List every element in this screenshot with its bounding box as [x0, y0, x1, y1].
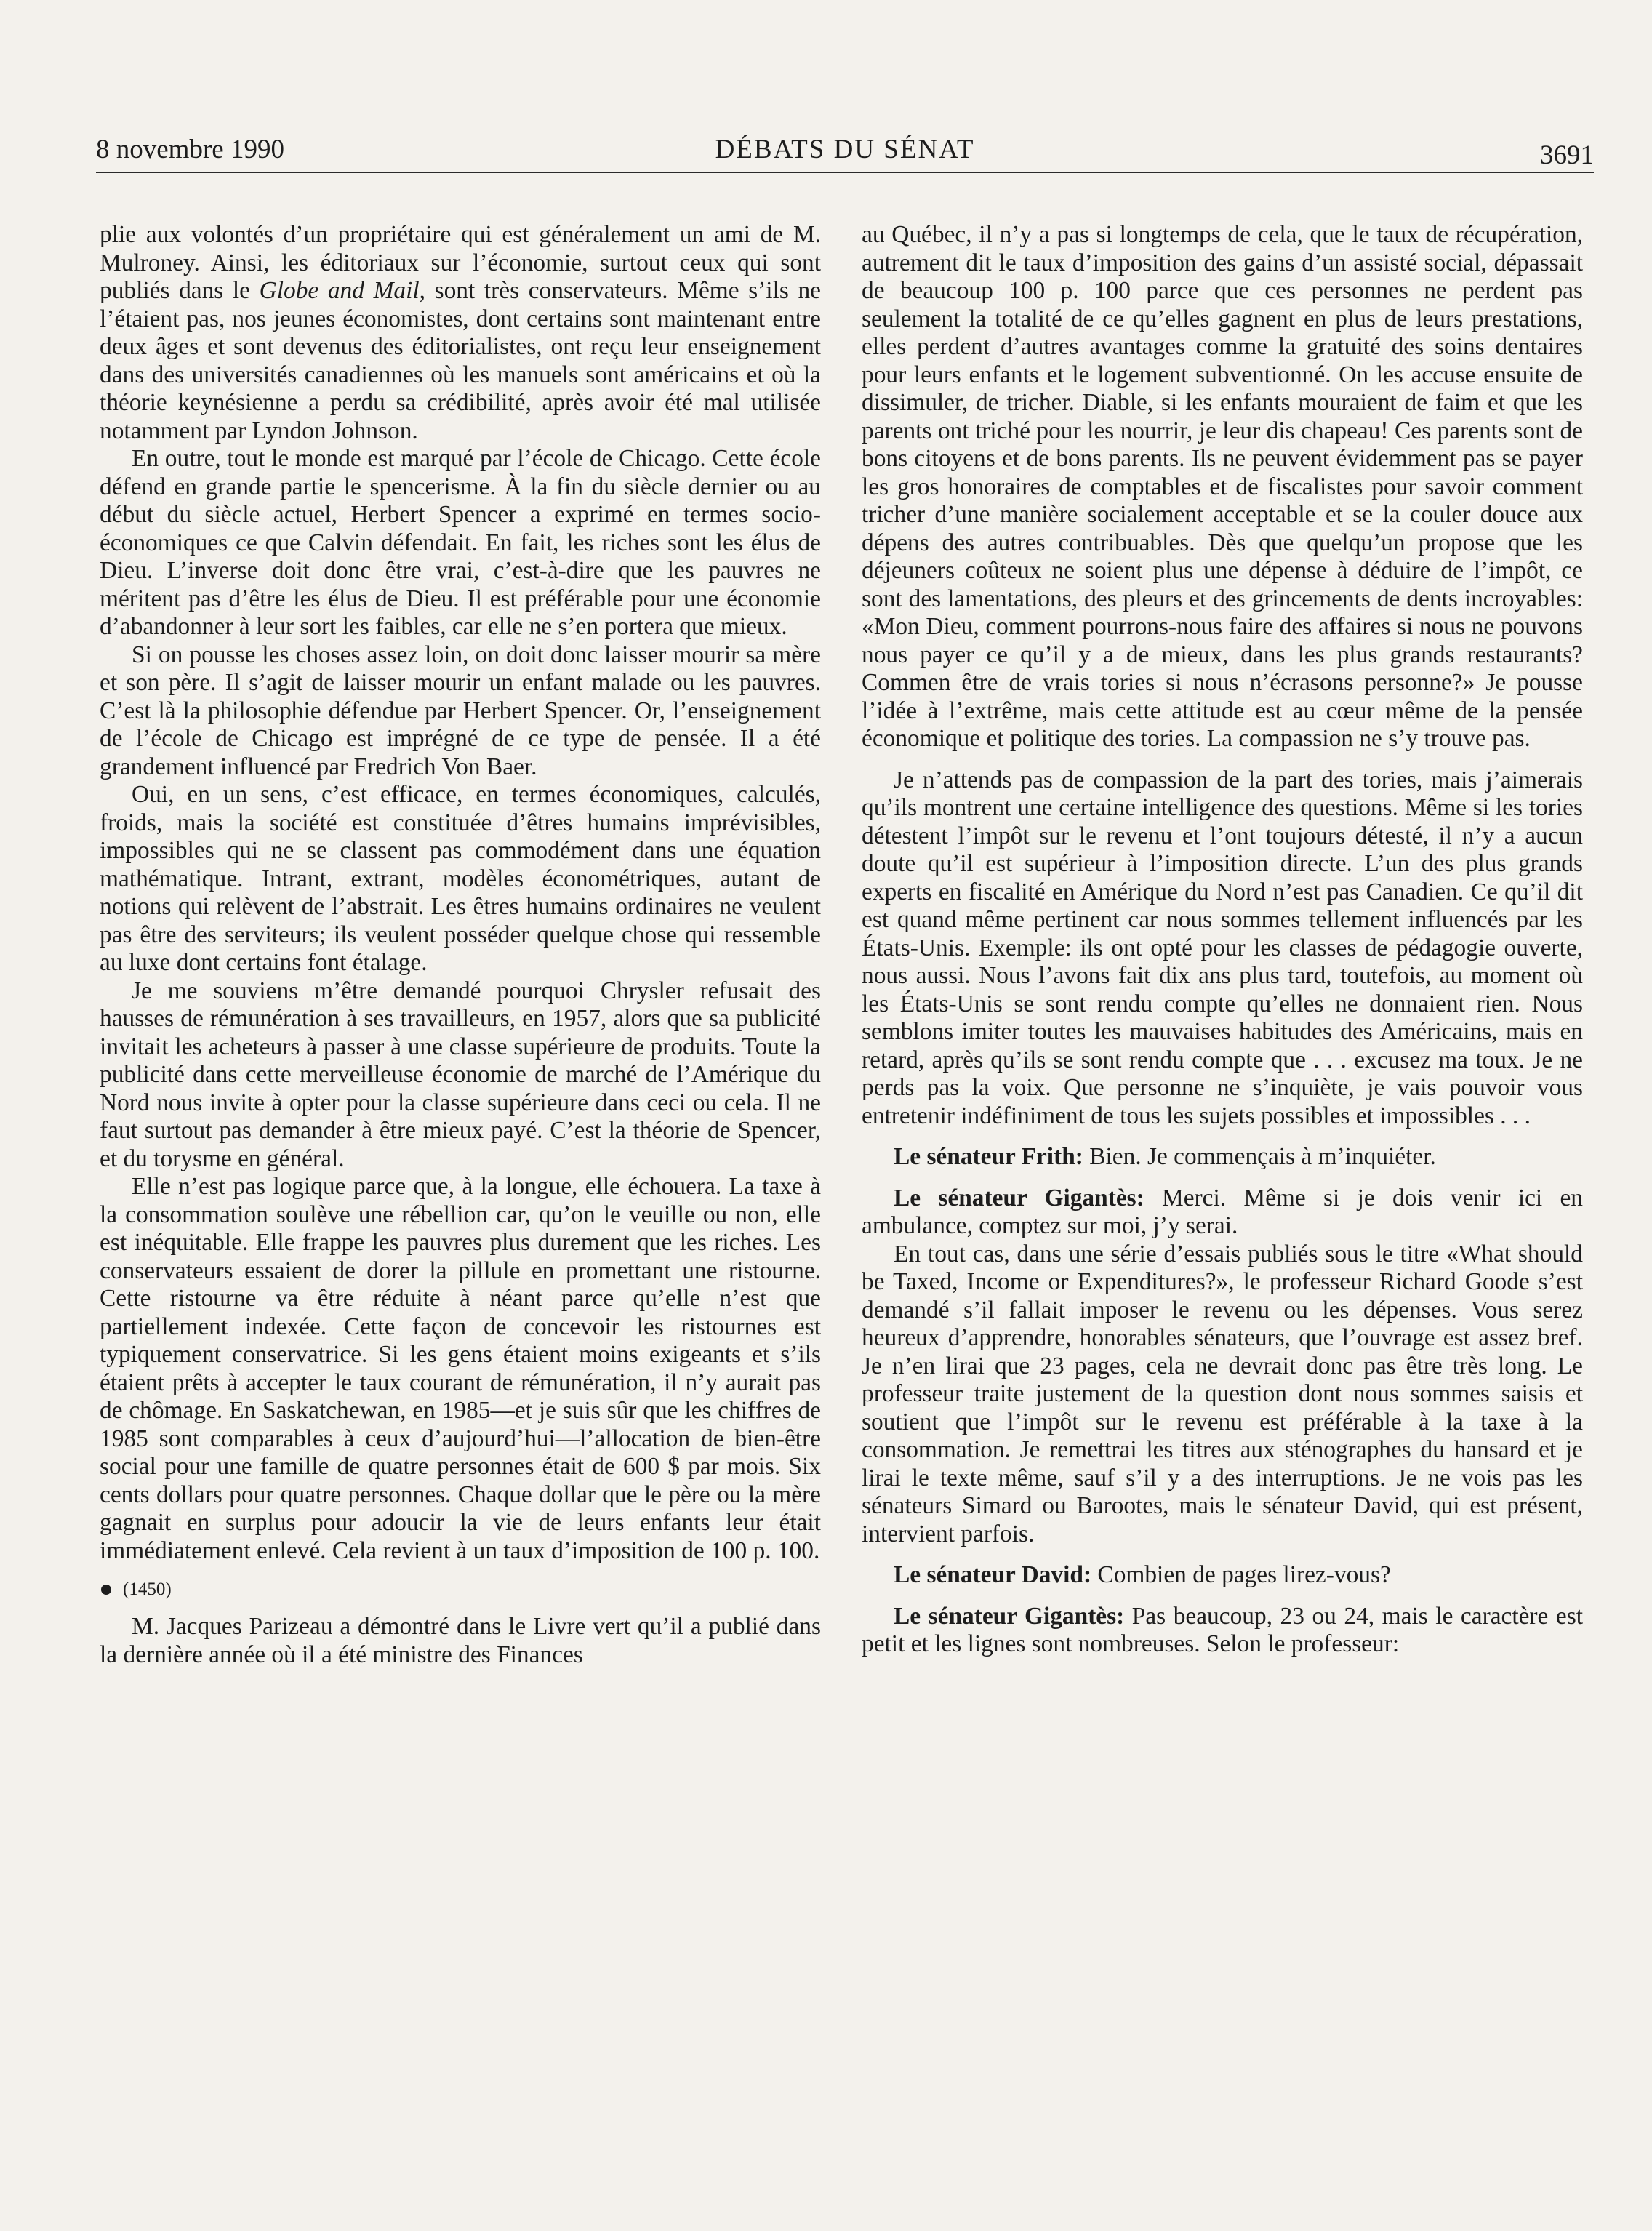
left-column [100, 221, 821, 1669]
paragraph: Elle n’est pas logique parce que, à la longue, elle échouera. La taxe à la consommation soulève une rébellion car, qu’on le veuille ou non, elle est inéquitable. Elle frappe les pauvres plus durement que les riches. Les conservateurs essaient de dorer la pillule en promettant une ristourne. Cette ristourne va être réduite à néant parce qu’elle n’est que partiellement indexée. Cette façon de concevoir les ristournes est typiquement conservatrice. Si les gens étaient moins exigeants et s’ils étaient prêts à accepter le taux courant de rémunération, il n’y aurait pas de chômage. En Saskatchewan, en 1985—et je suis sûr que les chiffres de 1985 sont comparables à ceux d’aujourd’hui—l’allocation de bien-être social pour une famille de quatre personnes était de 600 $ par mois. Six cents dollars pour quatre personnes. Chaque dollar que le père ou la mère gagnait en surplus pour adoucir la vie de leurs enfants leur était immédiatement enlevé. Cela revient à un taux d’imposition de 100 p. 100. [100, 1173, 821, 1564]
speaker-paragraph: Le sénateur Gigantès: Merci. Même si je dois venir ici en ambulance, comptez sur moi, j’y serai. [862, 1184, 1583, 1239]
paragraph: Si on pousse les choses assez loin, on doit donc laisser mourir sa mère et son père. Il s’agit de laisser mourir un enfant malade ou les pauvres. C’est là la philosophie défendue par Herbert Spencer. Or, l’enseignement de l’école de Chicago est imprégné de ce type de pensée. Il a été grandement influencé par Fredrich Von Baer. [100, 641, 821, 780]
paragraph: Je n’attends pas de compassion de la part des tories, mais j’aimerais qu’ils montrent une certaine intelligence des questions. Même si les tories détestent l’impôt sur le revenu et l’ont toujours détesté, il n’y a aucun doute qu’il est supérieur à l’imposition directe. L’un des plus grands experts en fiscalité en Amérique du Nord n’est pas Canadien. Ce qu’il dit est quand même pertinent car nous sommes tellement influencés par les États-Unis. Exemple: ils ont opté pour les classes de pédagogie ouverte, nous aussi. Nous l’avons fait dix ans plus tard, toutefois, au moment où les États-Unis se sont rendu compte qu’elles ne donnaient rien. Nous semblons imiter toutes les mauvaises habitudes des Américains, mais en retard, après qu’ils se sont rendu compte que . . . excusez ma toux. Je ne perds pas la voix. Que personne ne s’inquiète, je vais pouvoir vous entretenir indéfiniment de tous les sujets possibles et impossibles . . . [862, 766, 1583, 1129]
speaker-name: Le sénateur Gigantès: [894, 1602, 1125, 1630]
speaker-name: Le sénateur David: [894, 1561, 1092, 1588]
speaker-paragraph: Le sénateur Gigantès: Pas beaucoup, 23 ou 24, mais le caractère est petit et les lignes sont nombreuses. Selon le professeur: [862, 1602, 1583, 1657]
paragraph: au Québec, il n’y a pas si longtemps de cela, que le taux de récupération, autrement dit le taux d’imposition des gains d’un assisté social, dépassait de beaucoup 100 p. 100 parce que ces personnes ne perdent pas seulement la totalité de ce qu’elles gagnent en plus de leurs prestations, elles perdent d’autres avantages comme la gratuité des soins dentaires pour leurs enfants et le logement subventionné. On les accuse ensuite de dissimuler, de tricher. Diable, si les enfants mouraient de faim et que les parents ont triché pour les nourrir, je leur dis chapeau! Ces parents sont de bons citoyens et de bons parents. Ils ne peuvent évidemment pas se payer les gros honoraires de comptables et de fiscalistes pour savoir comment tricher d’une manière socialement acceptable et se la couler douce aux dépens des autres contribuables. Dès que quelqu’un propose que les déjeuners coûteux ne soient plus une dépense à déduire de l’impôt, ce sont des lamentations, des pleurs et des grincements de dents incroyables: «Mon Dieu, comment pourrons-nous faire des affaires si nous ne pouvons nous payer ce qu’il y a de mieux, dans les plus grands restaurants? Commen être de vrais tories si nous n’écrasons personne?» Je pousse l’idée à l’extrême, mais cette attitude est au cœur même de la pensée économique et politique des tories. La compassion ne s’y trouve pas. [862, 221, 1583, 752]
speaker-name: Le sénateur Frith: [894, 1143, 1083, 1170]
italic-title: Globe and Mail [259, 277, 420, 304]
header-date: 8 novembre 1990 [96, 135, 284, 164]
page-header [96, 133, 1594, 169]
right-column [862, 221, 1583, 1659]
speaker-name: Le sénateur Gigantès: [894, 1184, 1144, 1211]
paragraph: Je me souviens m’être demandé pourquoi Chrysler refusait des hausses de rémunération à ses travailleurs, en 1957, alors que sa publicité invitait les acheteurs à passer à une classe supérieure de produits. Toute la publicité dans cette merveilleuse économie de marché de l’Amérique du Nord nous invite à opter pour la classe supérieure dans ceci ou cela. Il ne faut surtout pas demander à être mieux payé. C’est la théorie de Spencer, et du torysme en général. [100, 977, 821, 1172]
time-marker [100, 1578, 821, 1601]
paragraph: En tout cas, dans une série d’essais publiés sous le titre «What should be Taxed, Income or Expenditures?», le professeur Richard Goode s’est demandé s’il fallait imposer le revenu ou les dépenses. Vous serez heureux d’apprendre, honorables sénateurs, que l’ouvrage est assez bref. Je n’en lirai que 23 pages, cela ne devrait donc pas être très long. Le professeur traite justement de la question dont nous sommes saisis et soutient que l’impôt sur le revenu est préférable à la taxe à la consommation. Je remettrai les titres aux sténographes du hansard et je lirai le texte même, sauf s’il y a des interruptions. Je ne vois pas les sénateurs Simard ou Barootes, mais le sénateur David, qui est présent, intervient parfois. [862, 1240, 1583, 1547]
paragraph: Oui, en un sens, c’est efficace, en termes économiques, calculés, froids, mais la société est constituée d’êtres humains imprévisibles, impossibles qui ne se classent pas commodément dans une équation mathématique. Intrant, extrant, modèles économétriques, autant de notions qui relèvent de l’abstrait. Les êtres humains ordinaires ne veulent pas être des serviteurs; ils veulent posséder quelque chose qui ressemble au luxe dont certains font étalage. [100, 781, 821, 976]
time-marker-text: (1450) [123, 1579, 172, 1599]
page-number: 3691 [1540, 140, 1594, 170]
bullet-icon [101, 1585, 111, 1595]
paragraph: M. Jacques Parizeau a démontré dans le Livre vert qu’il a publié dans la dernière année où il a été ministre des Finances [100, 1613, 821, 1668]
header-rule [96, 172, 1594, 173]
speaker-paragraph: Le sénateur David: Combien de pages lirez-vous? [894, 1561, 1391, 1588]
paragraph: plie aux volontés d’un propriétaire qui est généralement un ami de M. Mulroney. Ainsi, les éditoriaux sur l’économie, surtout ceux qui sont publiés dans le Globe and Mail, sont très conservateurs. Même s’ils ne l’étaient pas, nos jeunes économistes, dont certains sont maintenant entre deux âges et sont devenus des éditorialistes, ont reçu leur enseignement dans des universités canadiennes où les manuels sont américains et où la théorie keynésienne a perdu sa crédibilité, après avoir été mal utilisée notamment par Lyndon Johnson. [100, 221, 821, 444]
paragraph: En outre, tout le monde est marqué par l’école de Chicago. Cette école défend en grande partie le spencerisme. À la fin du siècle dernier ou au début du siècle actuel, Herbert Spencer a exprimé en termes socio-économiques ce que Calvin défendait. En fait, les riches sont les élus de Dieu. L’inverse doit donc être vrai, c’est-à-dire que les pauvres ne méritent pas d’être les élus de Dieu. Il est préférable pour une économie d’abandonner à leur sort les faibles, car elle ne s’en portera que mieux. [100, 445, 821, 640]
header-title: DÉBATS DU SÉNAT [715, 135, 975, 164]
speaker-paragraph: Le sénateur Frith: Bien. Je commençais à m’inquiéter. [894, 1143, 1436, 1170]
